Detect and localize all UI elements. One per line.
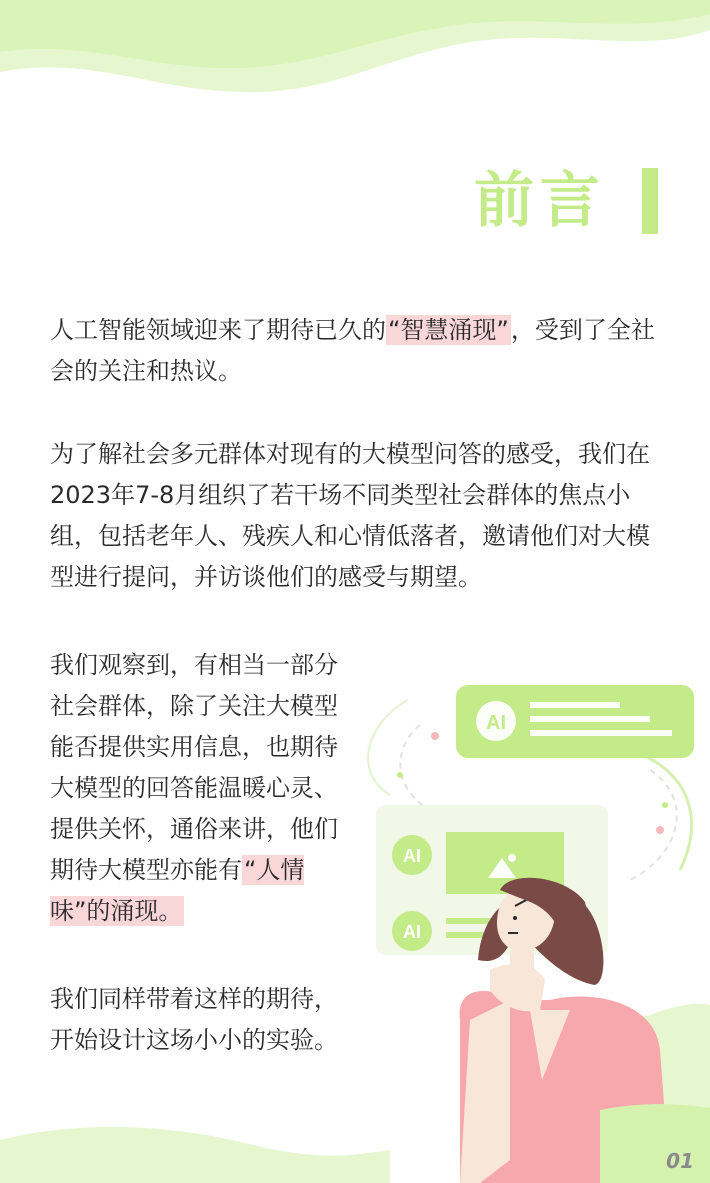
paragraph-1-text-before: 人工智能领域迎来了期待已久的 [50,316,386,344]
title-block [474,168,658,234]
page-title: 前言 [474,166,606,236]
bottom-wave-decoration [0,1080,710,1183]
title-accent-bar [642,168,658,234]
paragraph-3-text: 我们观察到，有相当一部分社会群体，除了关注大模型能否提供实用信息，也期待大模型的回答能温暖心灵、提供关怀，通俗来讲，他们期待大模型亦能有 [50,651,338,884]
top-wave-decoration [0,0,710,110]
paragraph-1 [50,310,665,392]
highlight-human-touch: “人情味”的涌现。 [50,856,305,925]
ai-badge-bottom-label: AI [403,922,421,942]
paragraph-4: 我们同样带着这样的期待，开始设计这场小小的实验。 [50,985,338,1054]
paragraph-2: 为了解社会多元群体对现有的大模型问答的感受，我们在2023年7-8月组织了若干场不同类型社会群体的焦点小组，包括老年人、残疾人和心情低落者，邀请他们对大模型进行提问，并访谈他们的感受与期望。 [50,440,650,591]
paragraph-3 [50,645,340,932]
page-number: 01 [666,1149,694,1173]
paragraph-1-text-after: ，受到了全社会的关注和热议。 [50,316,655,385]
ai-badge-top-label: AI [486,712,506,734]
ai-badge-middle-label: AI [403,846,421,866]
ai-bubble-top [456,685,694,758]
highlight-wisdom-emergence: “智慧涌现” [388,316,509,344]
